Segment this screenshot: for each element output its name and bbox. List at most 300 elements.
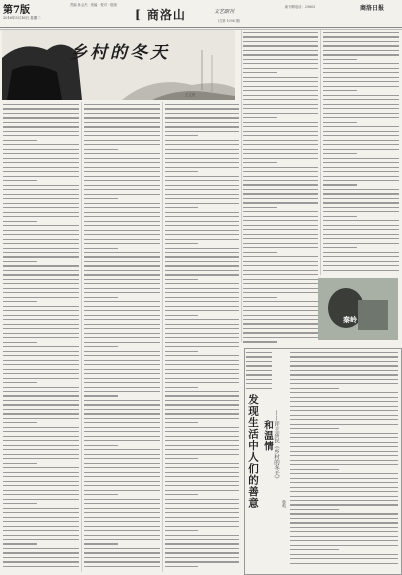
- text-line: [84, 458, 160, 459]
- text-line: [3, 378, 79, 379]
- text-line: [84, 216, 160, 217]
- review-subtitle: ——评王彦民《乡村的冬天》: [273, 410, 279, 482]
- text-line: [290, 374, 398, 375]
- text-line: [3, 297, 79, 298]
- text-line: [84, 274, 160, 275]
- text-line: [243, 162, 277, 163]
- text-line: [3, 265, 79, 266]
- text-line: [84, 144, 160, 145]
- text-line: [290, 370, 398, 371]
- text-line: [243, 86, 318, 87]
- text-line: [84, 328, 160, 329]
- text-line: [84, 212, 160, 213]
- text-line: [246, 365, 272, 366]
- page-header-left: [3, 1, 41, 21]
- text-line: [3, 409, 79, 410]
- text-line: [323, 140, 399, 141]
- hero-credit: 王立民: [185, 93, 196, 97]
- text-line: [290, 379, 398, 380]
- article-column-5: [323, 32, 399, 275]
- text-line: [3, 445, 79, 446]
- text-line: [84, 449, 160, 450]
- text-line: [84, 476, 160, 477]
- article-column-2: [84, 104, 160, 572]
- text-line: [323, 81, 399, 82]
- header-rule: [0, 27, 402, 28]
- text-line: [3, 404, 79, 405]
- text-line: [165, 283, 239, 284]
- text-line: [165, 239, 239, 240]
- text-line: [3, 503, 37, 504]
- text-line: [243, 126, 318, 127]
- text-line: [243, 108, 318, 109]
- text-line: [3, 225, 79, 226]
- text-line: [323, 104, 399, 105]
- text-line: [246, 388, 272, 389]
- text-line: [84, 319, 160, 320]
- text-line: [84, 176, 160, 177]
- text-line: [323, 41, 399, 42]
- text-line: [323, 265, 399, 266]
- text-line: [165, 382, 239, 383]
- text-line: [165, 346, 239, 347]
- text-line: [84, 552, 160, 553]
- text-line: [3, 315, 79, 316]
- text-line: [84, 454, 160, 455]
- text-line: [84, 225, 160, 226]
- text-line: [323, 220, 399, 221]
- text-line: [290, 356, 398, 357]
- article-column-1: [3, 104, 79, 572]
- text-line: [3, 180, 37, 181]
- text-line: [243, 171, 318, 172]
- text-line: [3, 566, 79, 567]
- text-line: [165, 337, 239, 338]
- text-line: [3, 328, 79, 329]
- text-line: [84, 561, 160, 562]
- text-line: [165, 404, 239, 405]
- text-line: [3, 476, 79, 477]
- text-line: [323, 211, 399, 212]
- text-line: [3, 512, 79, 513]
- text-line: [323, 99, 399, 100]
- text-line: [84, 369, 160, 370]
- text-line: [165, 108, 239, 109]
- text-line: [165, 126, 239, 127]
- text-line: [290, 415, 398, 416]
- text-line: [323, 234, 399, 235]
- text-line: [3, 418, 79, 419]
- text-line: [243, 41, 318, 42]
- text-line: [84, 283, 160, 284]
- text-line: [3, 248, 79, 249]
- text-line: [323, 126, 399, 127]
- text-line: [84, 207, 160, 208]
- text-line: [3, 270, 79, 271]
- text-line: [165, 342, 239, 343]
- text-line: [290, 352, 398, 353]
- text-line: [84, 543, 118, 544]
- text-line: [165, 490, 239, 491]
- text-line: [84, 342, 160, 343]
- text-line: [243, 328, 318, 329]
- text-line: [290, 522, 398, 523]
- text-line: [290, 496, 398, 497]
- text-line: [84, 494, 118, 495]
- text-line: [323, 176, 399, 177]
- text-line: [243, 234, 318, 235]
- text-line: [323, 158, 399, 159]
- text-line: [84, 221, 160, 222]
- text-line: [3, 431, 79, 432]
- text-line: [290, 491, 398, 492]
- text-line: [243, 176, 318, 177]
- text-line: [243, 54, 318, 55]
- text-line: [290, 451, 398, 452]
- text-line: [246, 374, 272, 375]
- text-line: [243, 207, 277, 208]
- text-line: [84, 270, 160, 271]
- text-line: [290, 442, 398, 443]
- text-line: [3, 530, 79, 531]
- text-line: [84, 113, 160, 114]
- text-line: [165, 512, 239, 513]
- text-line: [243, 104, 318, 105]
- text-line: [165, 548, 239, 549]
- text-line: [84, 413, 160, 414]
- text-line: [165, 162, 239, 163]
- text-line: [84, 472, 160, 473]
- text-line: [165, 261, 239, 262]
- text-line: [84, 387, 160, 388]
- text-line: [290, 446, 398, 447]
- text-line: [243, 220, 318, 221]
- text-line: [323, 63, 399, 64]
- text-line: [3, 207, 79, 208]
- text-line: [84, 490, 160, 491]
- text-line: [165, 557, 239, 558]
- text-line: [323, 77, 399, 78]
- text-line: [165, 256, 239, 257]
- text-line: [165, 122, 239, 123]
- column-separator: [162, 102, 163, 572]
- text-line: [165, 517, 239, 518]
- text-line: [243, 225, 318, 226]
- text-line: [3, 382, 37, 383]
- text-line: [84, 153, 160, 154]
- text-line: [165, 543, 239, 544]
- text-line: [243, 59, 318, 60]
- text-line: [290, 383, 398, 384]
- text-line: [165, 566, 198, 567]
- text-line: [3, 167, 79, 168]
- text-line: [290, 531, 398, 532]
- text-line: [243, 144, 318, 145]
- text-line: [323, 72, 399, 73]
- text-line: [165, 413, 239, 414]
- text-line: [323, 193, 399, 194]
- text-line: [3, 216, 79, 217]
- text-line: [165, 333, 239, 334]
- text-line: [290, 388, 339, 389]
- text-line: [84, 445, 118, 446]
- text-line: [323, 225, 399, 226]
- text-line: [3, 198, 79, 199]
- text-line: [3, 239, 79, 240]
- text-line: [243, 341, 277, 342]
- text-line: [243, 117, 277, 118]
- text-line: [243, 158, 318, 159]
- text-line: [165, 225, 239, 226]
- text-line: [3, 342, 37, 343]
- text-line: [243, 135, 318, 136]
- text-line: [84, 440, 160, 441]
- text-line: [290, 527, 398, 528]
- text-line: [165, 252, 239, 253]
- text-line: [84, 194, 160, 195]
- text-line: [323, 270, 399, 271]
- text-line: [165, 180, 239, 181]
- text-line: [84, 395, 118, 396]
- text-line: [84, 485, 160, 486]
- text-line: [290, 563, 398, 564]
- text-line: [84, 512, 160, 513]
- text-line: [84, 355, 160, 356]
- text-line: [84, 548, 160, 549]
- text-line: [290, 504, 398, 505]
- text-line: [165, 198, 239, 199]
- text-line: [84, 162, 160, 163]
- text-line: [323, 171, 399, 172]
- text-line: [290, 437, 398, 438]
- text-line: [165, 418, 239, 419]
- text-line: [243, 99, 318, 100]
- text-line: [165, 207, 198, 208]
- text-line: [3, 243, 79, 244]
- text-line: [243, 72, 277, 73]
- text-line: [3, 561, 79, 562]
- text-line: [165, 360, 239, 361]
- text-line: [290, 469, 339, 470]
- text-line: [84, 108, 160, 109]
- text-line: [243, 265, 318, 266]
- text-line: [3, 319, 79, 320]
- text-line: [165, 539, 239, 540]
- text-line: [84, 409, 160, 410]
- text-line: [243, 184, 318, 185]
- text-line: [165, 292, 239, 293]
- text-line: [165, 508, 239, 509]
- text-line: [323, 229, 399, 230]
- text-line: [165, 409, 239, 410]
- text-line: [165, 248, 239, 249]
- text-line: [243, 77, 318, 78]
- column-separator: [320, 30, 321, 275]
- text-line: [165, 400, 239, 401]
- text-line: [290, 482, 398, 483]
- text-line: [3, 158, 79, 159]
- text-line: [290, 487, 398, 488]
- text-line: [3, 391, 79, 392]
- banner-title: [ 商洛山: [135, 8, 186, 22]
- text-line: [3, 162, 79, 163]
- text-line: [243, 68, 318, 69]
- text-line: [165, 194, 239, 195]
- text-line: [165, 140, 239, 141]
- text-line: [165, 521, 239, 522]
- text-line: [84, 248, 118, 249]
- text-line: [323, 207, 399, 208]
- text-line: [165, 310, 239, 311]
- text-line: [165, 230, 239, 231]
- text-line: [3, 539, 79, 540]
- text-line: [243, 189, 318, 190]
- text-line: [165, 526, 239, 527]
- text-line: [243, 216, 318, 217]
- text-line: [323, 189, 399, 190]
- text-line: [243, 243, 318, 244]
- text-line: [84, 467, 160, 468]
- text-line: [290, 536, 398, 537]
- text-line: [84, 436, 160, 437]
- text-line: [84, 239, 160, 240]
- text-line: [84, 557, 160, 558]
- text-line: [84, 530, 160, 531]
- text-line: [243, 122, 318, 123]
- text-line: [165, 391, 239, 392]
- text-line: [243, 332, 318, 333]
- text-line: [243, 90, 318, 91]
- text-line: [165, 494, 198, 495]
- text-line: [243, 261, 318, 262]
- text-line: [243, 211, 318, 212]
- text-line: [3, 364, 79, 365]
- text-line: [290, 473, 398, 474]
- text-line: [243, 283, 318, 284]
- text-line: [290, 392, 398, 393]
- text-line: [3, 324, 79, 325]
- text-line: [84, 517, 160, 518]
- text-line: [165, 315, 198, 316]
- text-line: [84, 539, 160, 540]
- text-line: [243, 131, 318, 132]
- text-line: [3, 427, 79, 428]
- text-line: [165, 364, 239, 365]
- text-line: [3, 552, 79, 553]
- text-line: [84, 337, 160, 338]
- text-line: [84, 378, 160, 379]
- text-line: [323, 144, 399, 145]
- text-line: [3, 256, 79, 257]
- text-line: [290, 401, 398, 402]
- text-line: [84, 122, 160, 123]
- text-line: [290, 518, 398, 519]
- text-line: [3, 203, 79, 204]
- text-line: [165, 279, 198, 280]
- banner-suffix: 文艺副刊: [214, 9, 235, 15]
- text-line: [84, 252, 160, 253]
- text-line: [84, 243, 160, 244]
- text-line: [3, 252, 79, 253]
- text-line: [290, 424, 398, 425]
- text-line: [3, 535, 79, 536]
- text-line: [3, 481, 79, 482]
- text-line: [84, 297, 118, 298]
- text-line: [290, 549, 339, 550]
- text-line: [243, 301, 318, 302]
- text-line: [243, 81, 318, 82]
- text-line: [243, 274, 318, 275]
- text-line: [323, 256, 399, 257]
- text-line: [165, 427, 239, 428]
- text-line: [84, 301, 160, 302]
- text-line: [323, 202, 399, 203]
- text-line: [165, 395, 239, 396]
- text-line: [3, 117, 79, 118]
- text-line: [243, 95, 318, 96]
- text-line: [3, 440, 79, 441]
- text-line: [3, 548, 79, 549]
- text-line: [323, 54, 399, 55]
- text-line: [3, 369, 79, 370]
- text-line: [165, 351, 198, 352]
- text-line: [165, 167, 239, 168]
- review-author: 鲁鸣: [282, 500, 287, 508]
- text-line: [84, 535, 160, 536]
- text-line: [84, 499, 160, 500]
- text-line: [243, 113, 318, 114]
- text-line: [165, 503, 239, 504]
- text-line: [3, 543, 37, 544]
- text-line: [3, 153, 79, 154]
- text-line: [3, 400, 79, 401]
- text-line: [246, 361, 272, 362]
- text-line: [243, 167, 318, 168]
- text-line: [3, 274, 79, 275]
- text-line: [3, 337, 79, 338]
- text-line: [290, 513, 398, 514]
- text-line: [165, 387, 198, 388]
- text-line: [165, 530, 198, 531]
- text-line: [84, 167, 160, 168]
- text-line: [3, 306, 79, 307]
- text-line: [165, 440, 239, 441]
- text-line: [84, 230, 160, 231]
- text-line: [84, 382, 160, 383]
- text-line: [3, 436, 79, 437]
- column-separator: [241, 30, 242, 342]
- text-line: [243, 238, 318, 239]
- text-line: [323, 149, 399, 150]
- text-line: [3, 230, 79, 231]
- text-line: [165, 319, 239, 320]
- text-line: [323, 108, 399, 109]
- text-line: [3, 194, 79, 195]
- text-line: [3, 301, 37, 302]
- text-line: [84, 234, 160, 235]
- text-line: [84, 324, 160, 325]
- text-line: [84, 279, 160, 280]
- text-line: [165, 243, 198, 244]
- portrait-image: [318, 278, 398, 340]
- text-line: [323, 50, 399, 51]
- review-title-line2: 和温情: [262, 420, 273, 452]
- text-line: [84, 404, 160, 405]
- text-line: [3, 387, 79, 388]
- text-line: [165, 265, 239, 266]
- text-line: [323, 131, 399, 132]
- text-line: [243, 315, 318, 316]
